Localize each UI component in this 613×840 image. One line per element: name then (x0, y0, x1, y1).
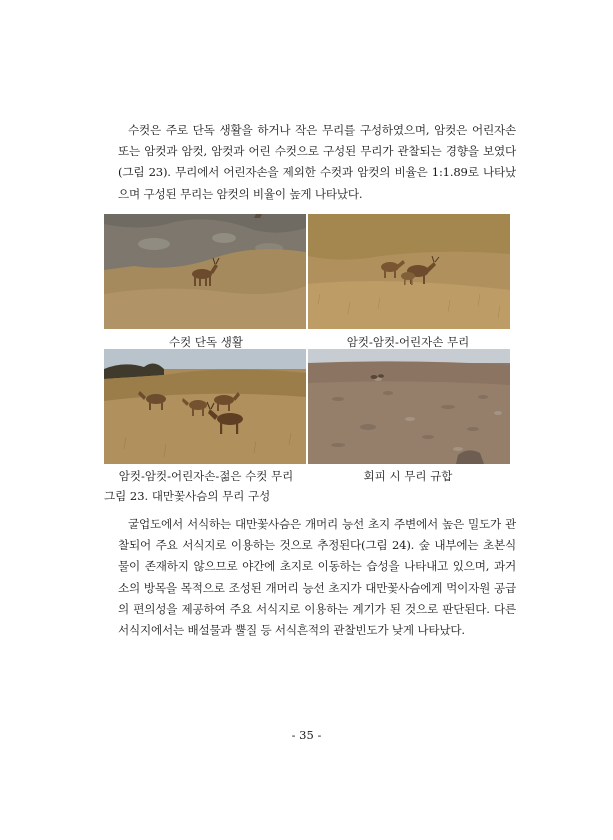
photo-female-young-group (308, 214, 510, 329)
caption-photo-2: 암컷-암컷-어린자손 무리 (346, 335, 470, 349)
caption-photo-4: 회피 시 무리 규합 (363, 469, 453, 483)
photo-regrouping-flight (308, 349, 510, 464)
paragraph-group-composition: 수컷은 주로 단독 생활을 하거나 작은 무리를 구성하였으며, 암컷은 어린자손 또는 암컷과 암컷, 암컷과 어린 수컷으로 구성된 무리가 관찰되는 경향을 보였다(그림 23). 무리에서 어린자손을 제외한 수컷과 암컷의 비율은 1:1.89로 나타났으며 구성된 무리는 암컷의 비율이 높게 나타났다. (118, 123, 516, 201)
figure-caption: 그림 23. 대만꽃사슴의 무리 구성 (104, 489, 271, 503)
photo-male-solitary (104, 214, 306, 329)
page-number: - 35 - (291, 728, 322, 742)
caption-photo-1: 수컷 단독 생활 (169, 335, 243, 349)
caption-photo-3: 암컷-암컷-어린자손-젊은 수컷 무리 (118, 469, 294, 483)
photo-mixed-group-young-male (104, 349, 306, 464)
paragraph-habitat: 굴업도에서 서식하는 대만꽃사슴은 개머리 능선 초지 주변에서 높은 밀도가 관찰되어 주요 서식지로 이용하는 것으로 추정된다(그림 24). 숲 내부에는 초본식물이 존재하지 않으므로 야간에 초지로 이동하는 습성을 나타내고 있으며, 과거 소의 방목을 목적으로 조성된 개머리 능선 초지가 대만꽃사슴에게 먹이자원 공급의 편의성을 제공하여 주요 서식지로 이용하는 계기가 된 것으로 판단된다. 다른 서식지에서는 배설물과 뿔질 등 서식흔적의 관찰빈도가 낮게 나타났다. (118, 517, 516, 638)
